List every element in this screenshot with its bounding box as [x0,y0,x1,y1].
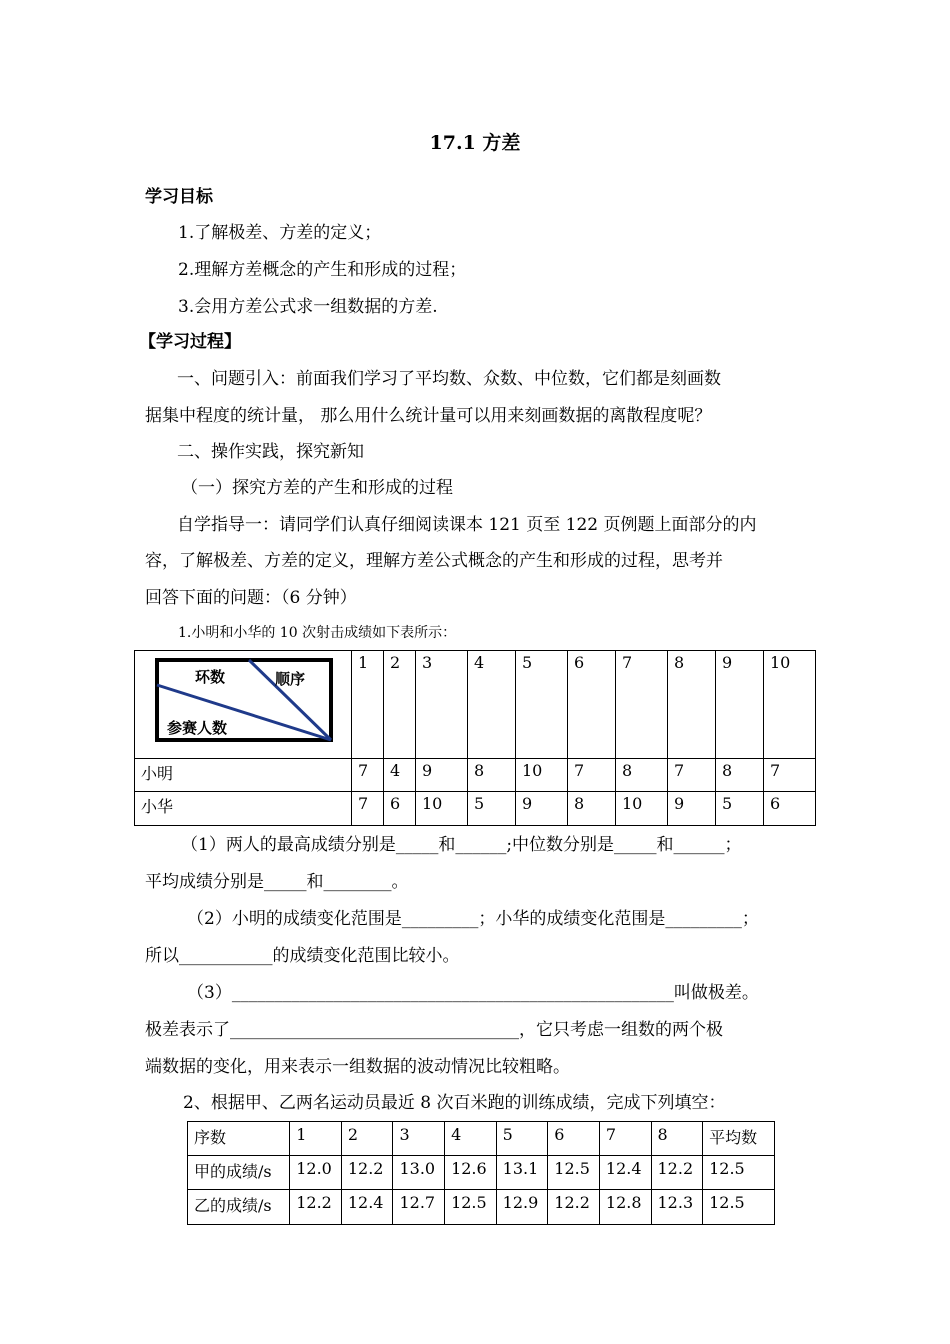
objective-item: 3.会用方差公式求一组数据的方差. [178,297,438,317]
table-cell: 10 [516,759,568,792]
column-header: 6 [548,1122,600,1156]
table-cell: 12.5 [445,1190,497,1225]
table-cell: 12.3 [651,1190,703,1225]
table-header-row [188,1122,775,1156]
table-cell: 12.2 [341,1156,393,1190]
table-cell: 12.5 [703,1190,775,1225]
table-cell: 10 [416,792,468,826]
shooting-score-table [134,650,816,826]
diagonal-header-cell [135,651,352,759]
table-cell: 12.5 [548,1156,600,1190]
subsection-heading: （一）探究方差的产生和形成的过程 [181,478,453,498]
section-heading: 二、操作实践，探究新知 [177,442,364,462]
column-header: 5 [516,651,568,759]
column-header: 5 [496,1122,548,1156]
fill-in-line: 所以___________的成绩变化范围比较小。 [145,946,460,966]
fill-in-line: （1）两人的最高成绩分别是_____和______;中位数分别是_____和______； [181,835,742,855]
table-cell: 12.2 [290,1190,342,1225]
table-cell: 5 [468,792,516,826]
table-cell: 13.1 [496,1156,548,1190]
column-header: 2 [384,651,416,759]
table-cell: 9 [516,792,568,826]
table-row [188,1190,775,1225]
column-header: 10 [764,651,816,759]
row-label: 小明 [135,759,352,792]
row-label: 小华 [135,792,352,826]
fill-in-line: 平均成绩分别是_____和________。 [145,872,409,892]
objectives-heading: 学习目标 [145,187,213,207]
sprint-score-table [187,1121,775,1225]
table-cell: 7 [352,759,384,792]
table-cell: 8 [616,759,668,792]
guide-line: 自学指导一：请同学们认真仔细阅读课本 121 页至 122 页例题上面部分的内 [177,515,757,535]
table-cell: 12.6 [445,1156,497,1190]
guide-line: 容，了解极差、方差的定义，理解方差公式概念的产生和形成的过程，思考并 [145,551,723,571]
table-cell: 12.4 [341,1190,393,1225]
column-header: 4 [468,651,516,759]
question-intro: 1.小明和小华的 10 次射击成绩如下表所示： [178,625,457,641]
table-cell: 7 [568,759,616,792]
table-cell: 5 [716,792,764,826]
table-cell: 4 [384,759,416,792]
process-heading: 【学习过程】 [139,332,241,352]
table-cell: 7 [668,759,716,792]
header-label-participants: 参赛人数 [167,719,228,737]
column-header: 3 [393,1122,445,1156]
table-cell: 12.8 [599,1190,651,1225]
table-row [135,759,816,792]
table-cell: 9 [416,759,468,792]
column-header: 1 [290,1122,342,1156]
header-label-order: 顺序 [275,670,306,688]
column-header: 7 [599,1122,651,1156]
diagonal-header-graphic [135,651,351,759]
table-row [188,1156,775,1190]
table-cell: 7 [764,759,816,792]
page-title: 17.1 方差 [429,132,521,154]
table-cell: 12.2 [651,1156,703,1190]
table-cell: 6 [764,792,816,826]
row-label: 甲的成绩/s [188,1156,290,1190]
table-cell: 6 [384,792,416,826]
table-cell: 10 [616,792,668,826]
table-cell: 12.4 [599,1156,651,1190]
column-header: 8 [651,1122,703,1156]
column-header: 1 [352,651,384,759]
fill-in-line: 端数据的变化，用来表示一组数据的波动情况比较粗略。 [145,1057,570,1077]
table-cell: 12.0 [290,1156,342,1190]
objective-item: 2.理解方差概念的产生和形成的过程； [178,260,467,280]
column-header: 8 [668,651,716,759]
fill-in-line: 极差表示了__________________________________，它只考虑一组数的两个极 [145,1020,723,1040]
intro-line: 据集中程度的统计量， 那么用什么统计量可以用来刻画数据的离散程度呢？ [145,406,712,426]
table-cell: 12.9 [496,1190,548,1225]
table-cell: 12.5 [703,1156,775,1190]
column-header: 4 [445,1122,497,1156]
table-cell: 12.2 [548,1190,600,1225]
fill-in-line: （3）____________________________________________________叫做极差。 [187,983,759,1003]
table-cell: 13.0 [393,1156,445,1190]
column-header: 6 [568,651,616,759]
table-cell: 9 [668,792,716,826]
objective-item: 1.了解极差、方差的定义； [178,223,382,243]
column-header: 7 [616,651,668,759]
column-header: 2 [341,1122,393,1156]
table-cell: 12.7 [393,1190,445,1225]
table-cell: 8 [716,759,764,792]
column-header: 序数 [188,1122,290,1156]
intro-line: 一、问题引入：前面我们学习了平均数、众数、中位数，它们都是刻画数 [177,369,721,389]
table-cell: 8 [468,759,516,792]
header-label-rings: 环数 [195,668,226,686]
column-header: 平均数 [703,1122,775,1156]
table-cell: 8 [568,792,616,826]
column-header: 3 [416,651,468,759]
question-intro: 2、根据甲、乙两名运动员最近 8 次百米跑的训练成绩，完成下列填空： [183,1093,726,1113]
fill-in-line: （2）小明的成绩变化范围是_________；小华的成绩变化范围是_________； [187,909,759,929]
guide-line: 回答下面的问题：（6 分钟） [145,588,357,608]
row-label: 乙的成绩/s [188,1190,290,1225]
table-cell: 7 [352,792,384,826]
column-header: 9 [716,651,764,759]
table-row [135,792,816,826]
